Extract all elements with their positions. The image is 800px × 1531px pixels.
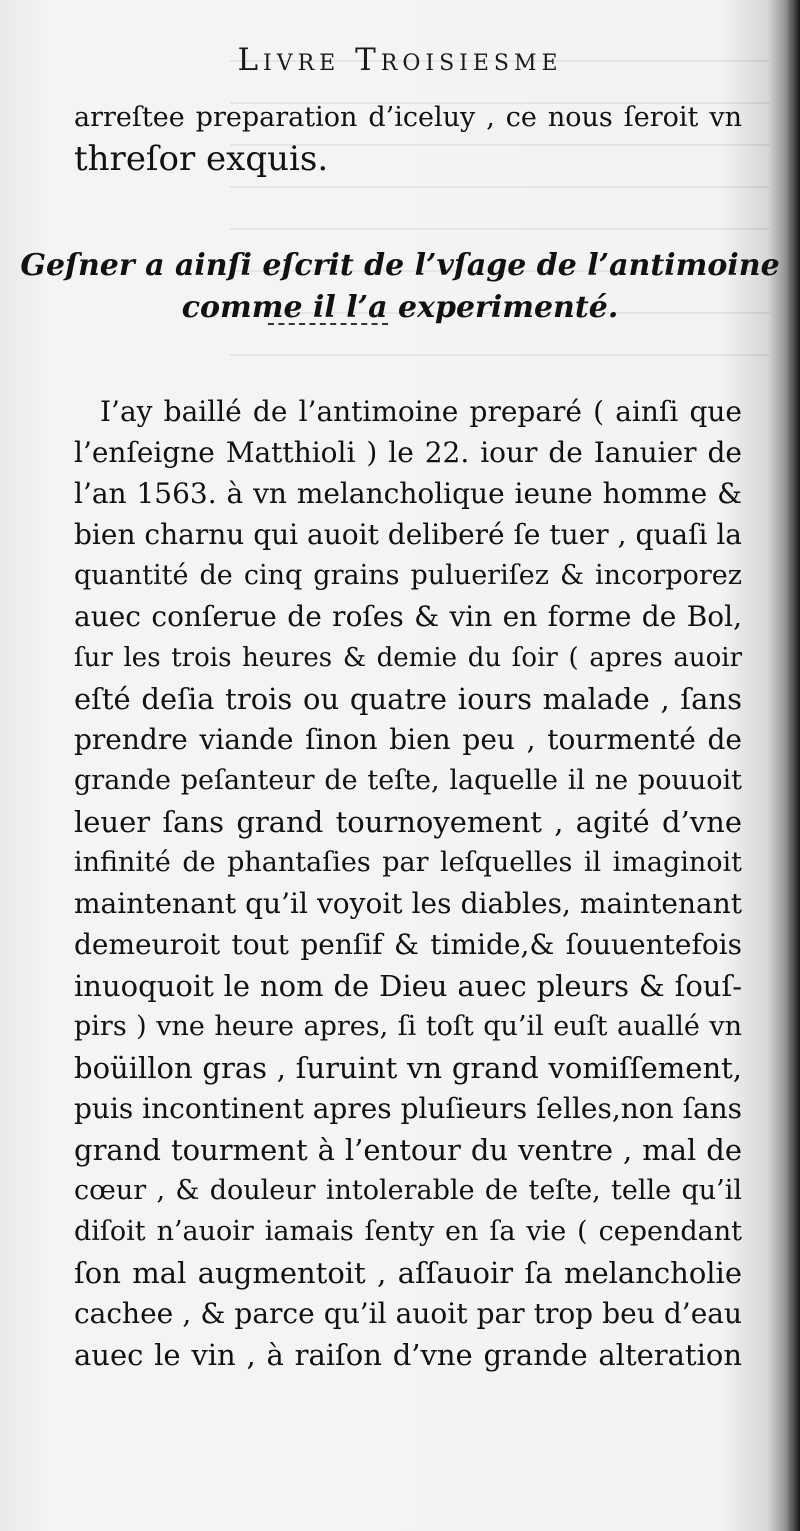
body-line: grand tourment à l’entour du ventre , mal de [74,1133,742,1167]
body-line: I’ay baillé de l’antimoine preparé ( ainſi que [100,395,742,428]
page-edge-shadow [786,0,800,1531]
body-line: l’enſeigne Matthioli ) le 22. iour de Ianuier de [74,436,742,469]
running-header: Livre Troisiesme [237,42,563,78]
body-line: l’an 1563. à vn melancholique ieune homme & [74,477,742,510]
body-line: eſté deſia trois ou quatre iours malade , ſans [74,682,742,716]
intro-line-2: threſor exquis. [74,139,329,179]
heading-rule [268,323,388,325]
body-line: diſoit n’auoir iamais ſenty en ſa vie ( cependant [74,1216,742,1247]
intro-line-1: arreſtee preparation d’iceluy , ce nous ſeroit vn [74,102,742,133]
body-line: inuoquoit le nom de Dieu auec pleurs & ſouſ- [74,969,742,1003]
body-line: infinité de phantaſies par leſquelles il imaginoit [74,847,742,878]
body-line: cachee , & parce qu’il auoit par trop beu d’eau [74,1297,742,1330]
body-line: cœur , & douleur intolerable de teſte, telle qu’il [74,1175,742,1206]
body-line: auec conſerue de roſes & vin en forme de Bol, [74,600,742,633]
body-line: prendre viande ſinon bien peu , tourmenté de [74,723,742,756]
body-line: maintenant qu’il voyoit les diables, maintenant [74,887,742,920]
body-line: ſon mal augmentoit , aſſauoir ſa melancholie [74,1256,742,1290]
body-line: puis incontinent apres pluſieurs ſelles,non ſans [74,1092,743,1125]
body-line: grande peſanteur de teſte, laquelle il ne pouuoit [74,765,742,796]
body-line: ſur les trois heures & demie du ſoir ( apres auoir [74,643,742,673]
body-line: leuer ſans grand tournoyement , agité d’vne [74,805,742,839]
section-heading-line-2: comme il l’a experimenté. [181,290,619,325]
body-line: quantité de cinq grains pulueriſez & incorporez [74,560,742,591]
section-heading-line-1: Geſner a ainſi eſcrit de l’vſage de l’antimoine [20,248,780,283]
body-line: auec le vin , à raiſon d’vne grande alteration [74,1338,742,1372]
body-line: boüillon gras , ſuruint vn grand vomiſſement, [74,1051,742,1085]
body-line: demeuroit tout penſif & timide,& ſouuentefois [74,928,742,961]
body-line: pirs ) vne heure apres, ſi toſt qu’il euſt auallé vn [74,1011,742,1042]
body-line: bien charnu qui auoit deliberé ſe tuer , quaſi la [74,518,742,551]
